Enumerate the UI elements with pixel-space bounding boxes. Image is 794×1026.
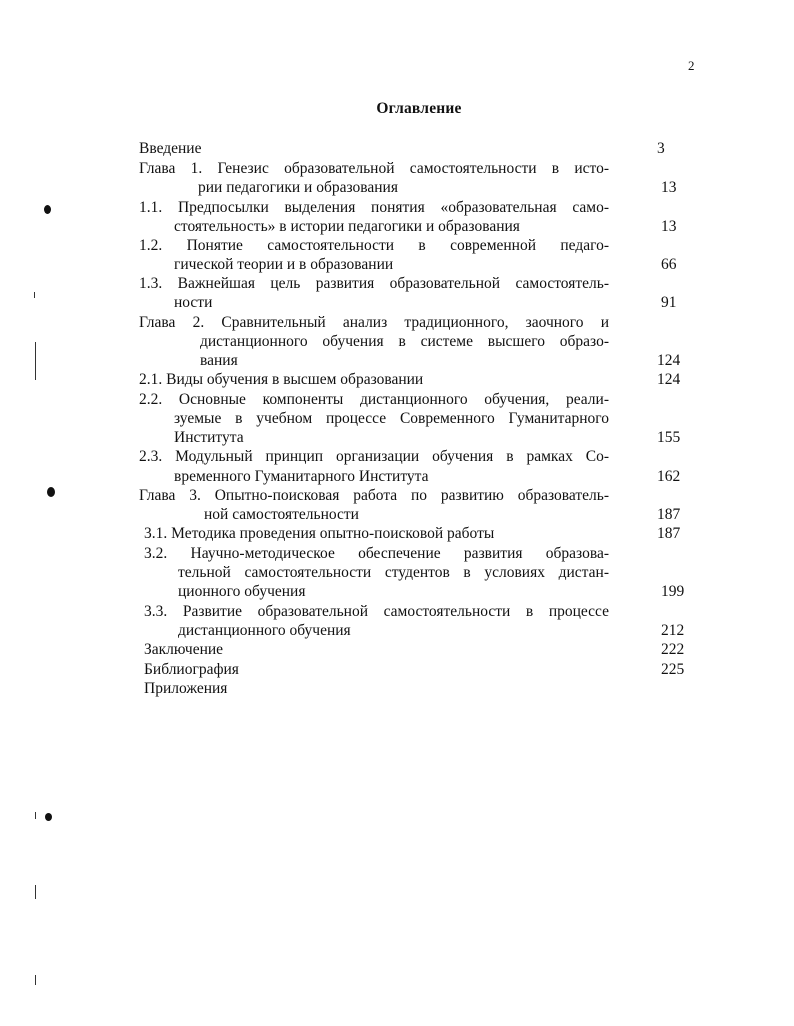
- toc-ch2-line1: Глава 2. Сравнительный анализ традиционного, заочного и: [139, 314, 609, 331]
- toc-s33-page: 212: [661, 622, 685, 639]
- toc-s31-page: 187: [657, 525, 681, 542]
- toc-s21: 2.1. Виды обучения в высшем образовании: [139, 371, 424, 388]
- toc-s23-line2: временного Гуманитарного Института: [174, 468, 429, 485]
- toc-s22-line3: Института: [174, 429, 244, 446]
- toc-bibliography-page: 225: [661, 661, 685, 678]
- toc-s22-page: 155: [657, 429, 681, 446]
- toc-ch2-line3: вания: [200, 352, 238, 369]
- toc-appendix: Приложения: [144, 680, 228, 697]
- toc-ch3-page: 187: [657, 506, 681, 523]
- toc-s32-line2: тельной самостоятельности студентов в условиях дистан-: [178, 564, 609, 581]
- toc-conclusion-page: 222: [661, 641, 685, 658]
- toc-intro-page: 3: [657, 140, 665, 157]
- toc-s22-line1: 2.2. Основные компоненты дистанционного обучения, реали-: [139, 391, 609, 408]
- scan-mark: [47, 487, 55, 497]
- scan-mark: [45, 813, 52, 821]
- toc-s32-page: 199: [661, 583, 685, 600]
- toc-s22-line2: зуемые в учебном процессе Современного Гуманитарного: [174, 410, 609, 427]
- toc-s33-line2: дистанционного обучения: [178, 622, 351, 639]
- toc-s21-page: 124: [657, 371, 681, 388]
- toc-s13-page: 91: [661, 294, 677, 311]
- page-title: Оглавление: [376, 100, 462, 117]
- toc-intro: Введение: [139, 140, 202, 157]
- scan-tick: [35, 975, 36, 985]
- toc-s12-line2: гической теории и в образовании: [174, 256, 394, 273]
- toc-bibliography: Библиография: [144, 661, 239, 678]
- toc-conclusion: Заключение: [144, 641, 224, 658]
- toc-ch1-line2: рии педагогики и образования: [198, 179, 398, 196]
- toc-s12-line1: 1.2. Понятие самостоятельности в современной педаго-: [139, 237, 609, 254]
- toc-s32-line1: 3.2. Научно-методическое обеспечение развития образова-: [144, 545, 609, 562]
- toc-s11-line1: 1.1. Предпосылки выделения понятия «образовательная само-: [139, 199, 609, 216]
- page-number: 2: [688, 58, 695, 73]
- toc-s13-line1: 1.3. Важнейшая цель развития образовательной самостоятель-: [139, 275, 609, 292]
- toc-s11-line2: стоятельность» в истории педагогики и образования: [174, 218, 520, 235]
- toc-s12-page: 66: [661, 256, 677, 273]
- toc-s13-line2: ности: [174, 294, 213, 311]
- toc-s33-line1: 3.3. Развитие образовательной самостоятельности в процессе: [144, 603, 609, 620]
- scan-tick: [35, 885, 36, 899]
- toc-ch2-line2: дистанционного обучения в системе высшего образо-: [200, 333, 609, 350]
- toc-s11-page: 13: [661, 218, 677, 235]
- toc-ch1-page: 13: [661, 179, 677, 196]
- toc-ch1-line1: Глава 1. Генезис образовательной самостоятельности в исто-: [139, 160, 609, 177]
- toc-s31: 3.1. Методика проведения опытно-поисковой работы: [144, 525, 495, 542]
- toc-ch3-line1: Глава 3. Опытно-поисковая работа по развитию образователь-: [139, 487, 609, 504]
- toc-s23-line1: 2.3. Модульный принцип организации обучения в рамках Со-: [139, 448, 609, 465]
- scan-mark: [44, 205, 51, 214]
- scan-tick: [34, 292, 35, 298]
- toc-s23-page: 162: [657, 468, 681, 485]
- toc-ch3-line2: ной самостоятельности: [204, 506, 359, 523]
- toc-ch2-page: 124: [657, 352, 681, 369]
- toc-s32-line3: ционного обучения: [178, 583, 306, 600]
- scan-tick: [35, 342, 36, 380]
- scan-tick: [35, 812, 36, 819]
